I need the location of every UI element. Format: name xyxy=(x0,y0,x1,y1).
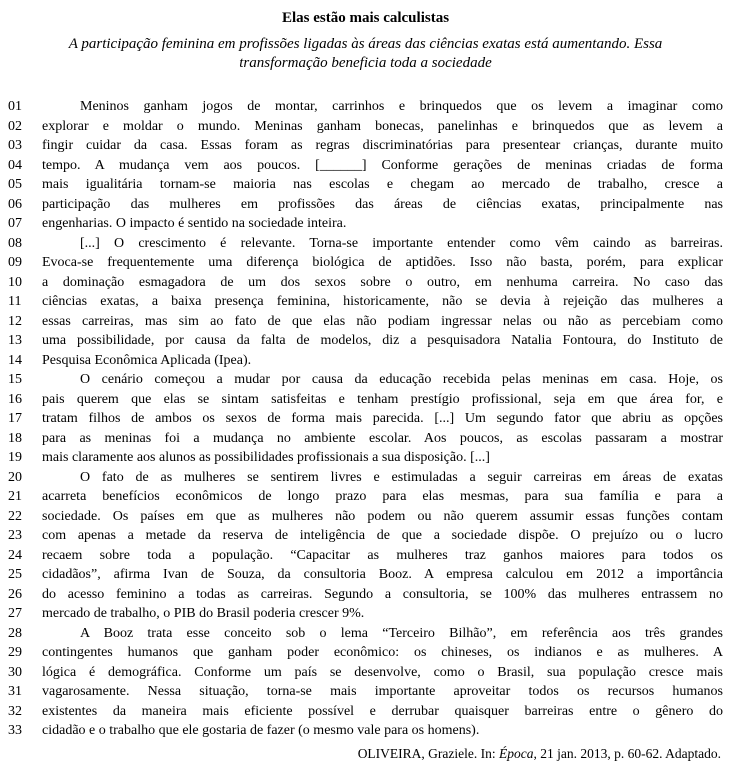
line-text: O fato de as mulheres se sentirem livres e estimuladas a seguir carreiras em áreas de exatas xyxy=(80,469,723,485)
line-number: 23 xyxy=(8,528,22,543)
line-number: 10 xyxy=(8,274,22,290)
line-number: 15 xyxy=(8,372,22,387)
text-line xyxy=(8,175,723,195)
text-line xyxy=(8,468,723,488)
text-line xyxy=(8,565,723,585)
text-line xyxy=(8,682,723,702)
text-line xyxy=(8,97,723,117)
line-number: 16 xyxy=(8,391,22,407)
line-number: 24 xyxy=(8,547,22,563)
line-number: 25 xyxy=(8,567,22,582)
line-text: do acesso feminino a todas as carreiras. Segundo a consultoria, se 100% das mulheres entrassem no xyxy=(42,586,723,602)
text-line xyxy=(8,234,723,254)
line-number: 03 xyxy=(8,138,22,153)
text-line xyxy=(8,117,723,137)
line-text: mercado de trabalho, o PIB do Brasil poderia crescer 9%. xyxy=(42,606,365,621)
text-line xyxy=(8,721,723,741)
text-line xyxy=(8,273,723,293)
line-text: ciências exatas, a baixa presença feminina, historicamente, não se devia à rejeição das mulheres a xyxy=(42,294,723,309)
line-text: explorar e moldar o mundo. Meninas ganham bonecas, panelinhas e brinquedos que as levem a xyxy=(42,118,723,134)
line-text: fingir cuidar da casa. Essas foram as regras discriminatórias para presentear crianças, durante muito xyxy=(42,138,723,153)
line-number: 17 xyxy=(8,411,22,426)
line-text: O cenário começou a mudar por causa da educação recebida pelas meninas em casa. Hoje, os xyxy=(80,372,723,387)
line-text: A Booz trata esse conceito sob o lema “Terceiro Bilhão”, em referência aos três grandes xyxy=(80,625,723,641)
text-line xyxy=(8,390,723,410)
line-text: contingentes humanos que ganham poder econômico: os chineses, os indianos e as mulheres. A xyxy=(42,645,723,660)
line-text: sociedade. Os países em que as mulheres não podem ou não querem assumir essas funções contam xyxy=(42,508,723,524)
line-text: Meninos ganham jogos de montar, carrinhos e brinquedos que os levem a imaginar como xyxy=(80,99,723,114)
citation xyxy=(8,746,721,762)
line-number: 31 xyxy=(8,684,22,699)
line-text: Evoca-se frequentemente uma diferença biológica de aptidões. Isso não basta, porém, para explicar xyxy=(42,255,723,270)
line-number: 07 xyxy=(8,216,22,231)
line-text: essas carreiras, mas sim ao fato de que elas não podiam ingressar nelas ou não as percebiam como xyxy=(42,313,723,329)
text-line xyxy=(8,312,723,332)
line-number: 14 xyxy=(8,352,22,368)
text-line xyxy=(8,331,723,351)
line-number: 26 xyxy=(8,586,22,602)
text-line xyxy=(8,702,723,722)
line-text: mais claramente aos alunos as possibilidades profissionais a sua disposição. [...] xyxy=(42,450,490,465)
text-lines xyxy=(8,97,723,741)
text-line xyxy=(8,195,723,215)
line-number: 30 xyxy=(8,664,22,680)
line-number: 13 xyxy=(8,333,22,348)
text-line xyxy=(8,585,723,605)
line-number: 19 xyxy=(8,450,22,465)
line-number: 01 xyxy=(8,99,22,114)
text-line xyxy=(8,429,723,449)
text-line xyxy=(8,624,723,644)
line-text: com apenas a metade da reserva de inteligência de que a sociedade dispõe. O prejuízo ou o lucro xyxy=(42,528,723,543)
line-text: acarreta benefícios econômicos de longo prazo para elas mesmas, para sua família e para a xyxy=(42,489,723,504)
line-number: 05 xyxy=(8,177,22,192)
line-number: 28 xyxy=(8,625,22,641)
line-number: 08 xyxy=(8,235,22,251)
text-line xyxy=(8,643,723,663)
text-line xyxy=(8,370,723,390)
line-number: 21 xyxy=(8,489,22,504)
line-text: tempo. A mudança vem aos poucos. [______] Conforme gerações de meninas criadas de forma xyxy=(42,157,723,173)
line-number: 27 xyxy=(8,606,22,621)
line-text: [...] O crescimento é relevante. Torna-se importante entender como vêm caindo as barreiras. xyxy=(80,235,723,251)
line-text: vagarosamente. Nessa situação, torna-se mais importante aproveitar todos os recursos humanos xyxy=(42,684,723,699)
text-line xyxy=(8,507,723,527)
line-number: 06 xyxy=(8,196,22,212)
text-line xyxy=(8,292,723,312)
line-number: 02 xyxy=(8,118,22,134)
text-line xyxy=(8,663,723,683)
citation-source: Época xyxy=(499,745,534,761)
line-number: 33 xyxy=(8,723,22,738)
line-text: uma possibilidade, por causa da falta de modelos, diz a pesquisadora Natalia Fontoura, do Instituto de xyxy=(42,333,723,348)
line-number: 09 xyxy=(8,255,22,270)
document-subtitle: A participação feminina em profissões ligadas às áreas das ciências exatas está aumentando. Essa transformação beneficia toda a sociedade xyxy=(68,36,663,71)
line-text: mais igualitária tornam-se maioria nas escolas e chegam ao mercado de trabalho, cresce a xyxy=(42,177,723,192)
citation-prefix: OLIVEIRA, Graziele. In: xyxy=(357,745,500,761)
line-text: recaem sobre toda a população. “Capacitar as mulheres traz ganhos maiores para todos os xyxy=(42,547,723,563)
text-line xyxy=(8,253,723,273)
line-text: lógica é demográfica. Conforme um país se desenvolve, como o Brasil, sua população cresce mais xyxy=(42,664,723,680)
line-number: 18 xyxy=(8,430,22,446)
text-line xyxy=(8,448,723,468)
text-line xyxy=(8,546,723,566)
citation-suffix: , 21 jan. 2013, p. 60-62. Adaptado. xyxy=(533,745,721,761)
line-number: 32 xyxy=(8,703,22,719)
line-text: pais querem que elas se sintam satisfeitas e tenham prestígio profissional, seja em que área for, e xyxy=(42,391,723,407)
line-text: existentes da maneira mais eficiente possível e derrubar quaisquer barreiras entre o gênero do xyxy=(42,703,723,719)
line-text: Pesquisa Econômica Aplicada (Ipea). xyxy=(42,352,252,368)
text-line xyxy=(8,136,723,156)
text-line xyxy=(8,214,723,234)
line-number: 22 xyxy=(8,508,22,524)
line-text: para as meninas foi a mudança no ambiente escolar. Aos poucos, as escolas passaram a mostrar xyxy=(42,430,723,446)
text-line xyxy=(8,156,723,176)
line-text: a dominação esmagadora de um dos sexos sobre o outro, em nenhuma carreira. No caso das xyxy=(42,274,723,290)
line-text: tratam filhos de ambos os sexos de forma mais parecida. [...] Um segundo fator que abriu as opções xyxy=(42,411,723,426)
line-number: 12 xyxy=(8,313,22,329)
line-number: 04 xyxy=(8,157,22,173)
line-text: cidadãos”, afirma Ivan de Souza, da consultoria Booz. A empresa calculou em 2012 a importância xyxy=(42,567,723,582)
text-line xyxy=(8,487,723,507)
text-line xyxy=(8,409,723,429)
text-line xyxy=(8,526,723,546)
text-line xyxy=(8,604,723,624)
text-line xyxy=(8,351,723,371)
document-title: Elas estão mais calculistas xyxy=(281,10,450,26)
line-number: 11 xyxy=(8,294,22,309)
line-text: participação das mulheres em profissões das áreas de ciências exatas, principalmente nas xyxy=(42,196,723,212)
line-number: 20 xyxy=(8,469,22,485)
line-text: cidadão e o trabalho que ele gostaria de fazer (o mesmo vale para os homens). xyxy=(42,723,480,738)
line-number: 29 xyxy=(8,645,22,660)
line-text: engenharias. O impacto é sentido na sociedade inteira. xyxy=(42,216,347,231)
